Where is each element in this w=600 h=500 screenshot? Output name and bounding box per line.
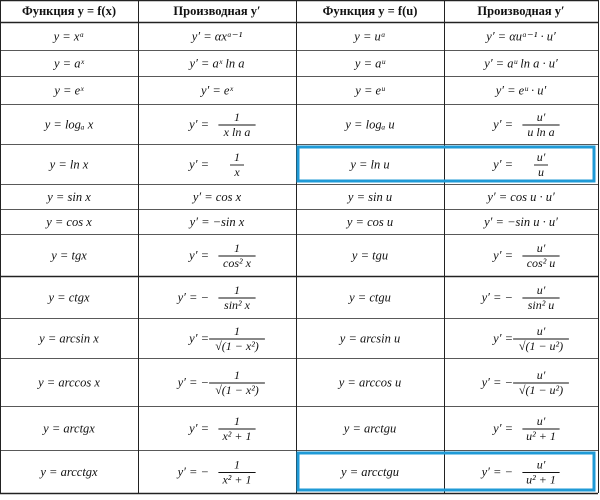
header-cell-4: Производная y′	[477, 4, 565, 18]
formula-text: y = ctgx	[48, 290, 90, 305]
fraction-denominator: x	[234, 165, 240, 179]
fraction-denominator: cos² u	[526, 256, 556, 270]
cell-r4-c3	[343, 118, 394, 132]
fraction-denominator: cos² x	[223, 256, 251, 270]
cell-r2-c3	[353, 57, 385, 71]
cell-r9-c3	[347, 291, 391, 305]
cell-r10-c1	[37, 332, 99, 346]
formula-text: y′ = aˣ ln a	[189, 56, 245, 71]
cell-r9-c1	[46, 291, 90, 305]
cell-r6-c2	[191, 190, 242, 204]
formula-prefix: y′ =	[493, 421, 513, 436]
fraction-numerator: 1	[234, 150, 240, 164]
fraction-numerator: u′	[536, 414, 546, 428]
formula-prefix: y′ =	[189, 421, 209, 436]
formula-prefix: y′ =	[189, 157, 209, 172]
cell-r13-c1	[38, 465, 98, 479]
formula-prefix: y′ = −	[177, 465, 209, 479]
formula-text: y = tgx	[51, 248, 87, 263]
formula-prefix: y′ = −	[177, 290, 209, 305]
fraction-numerator: 1	[234, 283, 240, 297]
formula-prefix: y′ =	[493, 117, 513, 132]
formula-text: y = arcsin x	[39, 331, 99, 346]
header-cell-1: Функция y = f(x)	[21, 4, 117, 18]
cell-r1-c4	[484, 30, 556, 44]
formula-text: y = arctgu	[343, 421, 397, 436]
cell-r8-c3	[350, 249, 388, 263]
fraction-denominator: sin² u	[527, 298, 555, 312]
cell-r12-c3	[342, 422, 396, 436]
formula-text: y = ln x	[49, 157, 89, 172]
cell-r1-c1	[52, 30, 85, 44]
fraction-numerator: 1	[234, 324, 240, 338]
cell-r7-c4	[482, 215, 558, 229]
formula-text: y = aˣ	[53, 56, 85, 71]
cell-r6-c1	[45, 190, 91, 204]
cell-r8-c1	[49, 249, 87, 263]
formula-text: y = sin u	[347, 190, 393, 204]
formula-text: y = ln u	[350, 157, 390, 172]
cell-r1-c2	[190, 30, 243, 44]
fraction-numerator: u′	[536, 457, 546, 472]
header-cell-2: Производная y′	[173, 4, 261, 18]
cell-r1-c3	[352, 30, 385, 44]
fraction-numerator: u′	[536, 324, 546, 338]
cell-r6-c4	[485, 190, 555, 204]
cell-r5-c1	[48, 158, 89, 172]
formula-text: y′ = cos x	[192, 190, 242, 204]
formula-text: y = arcsin u	[339, 331, 401, 346]
cell-r13-c3	[339, 465, 399, 479]
cell-r11-c3	[337, 376, 401, 390]
fraction-denominator: u² + 1	[526, 429, 556, 443]
fraction-numerator: 1	[234, 457, 240, 472]
fraction-denominator: √(1 − u²)	[518, 339, 564, 353]
formula-text: y = logₐ x	[44, 117, 94, 132]
cell-r7-c2	[188, 215, 245, 229]
cell-r12-c1	[41, 422, 95, 436]
formula-text: y′ = αxᵅ⁻¹	[191, 29, 243, 44]
formula-text: y = sin x	[47, 190, 91, 204]
formula-text: y = eᵘ	[355, 83, 385, 98]
formula-prefix: y′ =	[493, 157, 513, 172]
cell-r2-c4	[482, 57, 558, 71]
fraction-denominator: x ln a	[223, 125, 251, 139]
fraction-numerator: u′	[536, 368, 546, 382]
cell-r7-c3	[345, 215, 393, 229]
formula-text: y′ = cos u · u′	[487, 190, 555, 204]
cell-r4-c1	[43, 118, 94, 132]
fraction-denominator: u	[538, 165, 544, 179]
formula-text: y = cos x	[46, 215, 92, 229]
fraction-denominator: x² + 1	[222, 429, 252, 443]
cell-r3-c2	[199, 84, 234, 98]
formula-text: y′ = αuᵅ⁻¹ · u′	[486, 29, 556, 44]
formula-text: y = uᵅ	[354, 29, 386, 44]
formula-text: y′ = −sin u · u′	[484, 215, 558, 229]
formula-prefix: y′ = −	[481, 290, 513, 305]
formula-text: y = tgu	[351, 248, 389, 263]
formula-prefix: y′ =	[493, 331, 513, 346]
cell-r10-c3	[338, 332, 400, 346]
fraction-numerator: u′	[536, 241, 546, 255]
formula-text: y′ = eᵘ · u′	[495, 83, 547, 98]
formula-text: y = arcctgu	[341, 465, 399, 479]
fraction-numerator: u′	[536, 283, 546, 297]
fraction-numerator: 1	[234, 414, 240, 428]
formula-text: y = arcctgx	[40, 465, 98, 479]
fraction-denominator: √(1 − x²)	[215, 383, 259, 397]
cell-r3-c4	[494, 84, 547, 98]
fraction-denominator: u ln a	[527, 125, 555, 139]
fraction-denominator: x² + 1	[222, 472, 252, 487]
cell-r7-c1	[44, 215, 92, 229]
cell-r5-c3	[348, 158, 389, 172]
formula-text: y = cos u	[346, 215, 394, 229]
fraction-numerator: u′	[536, 150, 546, 164]
formula-text: y = eˣ	[54, 83, 84, 98]
formula-text: y = arccos u	[338, 375, 402, 390]
formula-prefix: y′ = −	[177, 375, 209, 390]
cell-r3-c3	[353, 84, 385, 98]
formula-text: y′ = aᵘ ln a · u′	[484, 56, 558, 71]
formula-prefix: y′ = −	[481, 375, 513, 390]
cell-r11-c1	[36, 376, 100, 390]
formula-text: y = ctgu	[349, 290, 391, 305]
cell-r2-c2	[188, 57, 245, 71]
formula-prefix: y′ = −	[481, 465, 513, 479]
formula-prefix: y′ =	[189, 117, 209, 132]
cell-r3-c1	[52, 84, 84, 98]
formula-text: y = aᵘ	[354, 56, 386, 71]
formula-text: y = arctgx	[43, 421, 95, 436]
fraction-numerator: u′	[536, 110, 546, 124]
formula-text: y = xᵅ	[53, 29, 85, 44]
fraction-numerator: 1	[234, 368, 240, 382]
fraction-denominator: √(1 − u²)	[518, 383, 564, 397]
cell-r6-c3	[346, 190, 392, 204]
cell-r2-c1	[52, 57, 84, 71]
fraction-denominator: u² + 1	[526, 472, 556, 487]
fraction-denominator: √(1 − x²)	[215, 339, 259, 353]
header-cell-3: Функция y = f(u)	[322, 4, 418, 18]
formula-text: y′ = −sin x	[189, 215, 245, 229]
formula-prefix: y′ =	[189, 331, 209, 346]
formula-prefix: y′ =	[189, 248, 209, 263]
fraction-denominator: sin² x	[224, 298, 250, 312]
formula-prefix: y′ =	[493, 248, 513, 263]
fraction-numerator: 1	[234, 110, 240, 124]
formula-text: y′ = eˣ	[200, 83, 234, 98]
formula-text: y = logₐ u	[345, 117, 395, 132]
formula-text: y = arccos x	[38, 375, 100, 390]
fraction-numerator: 1	[234, 241, 240, 255]
